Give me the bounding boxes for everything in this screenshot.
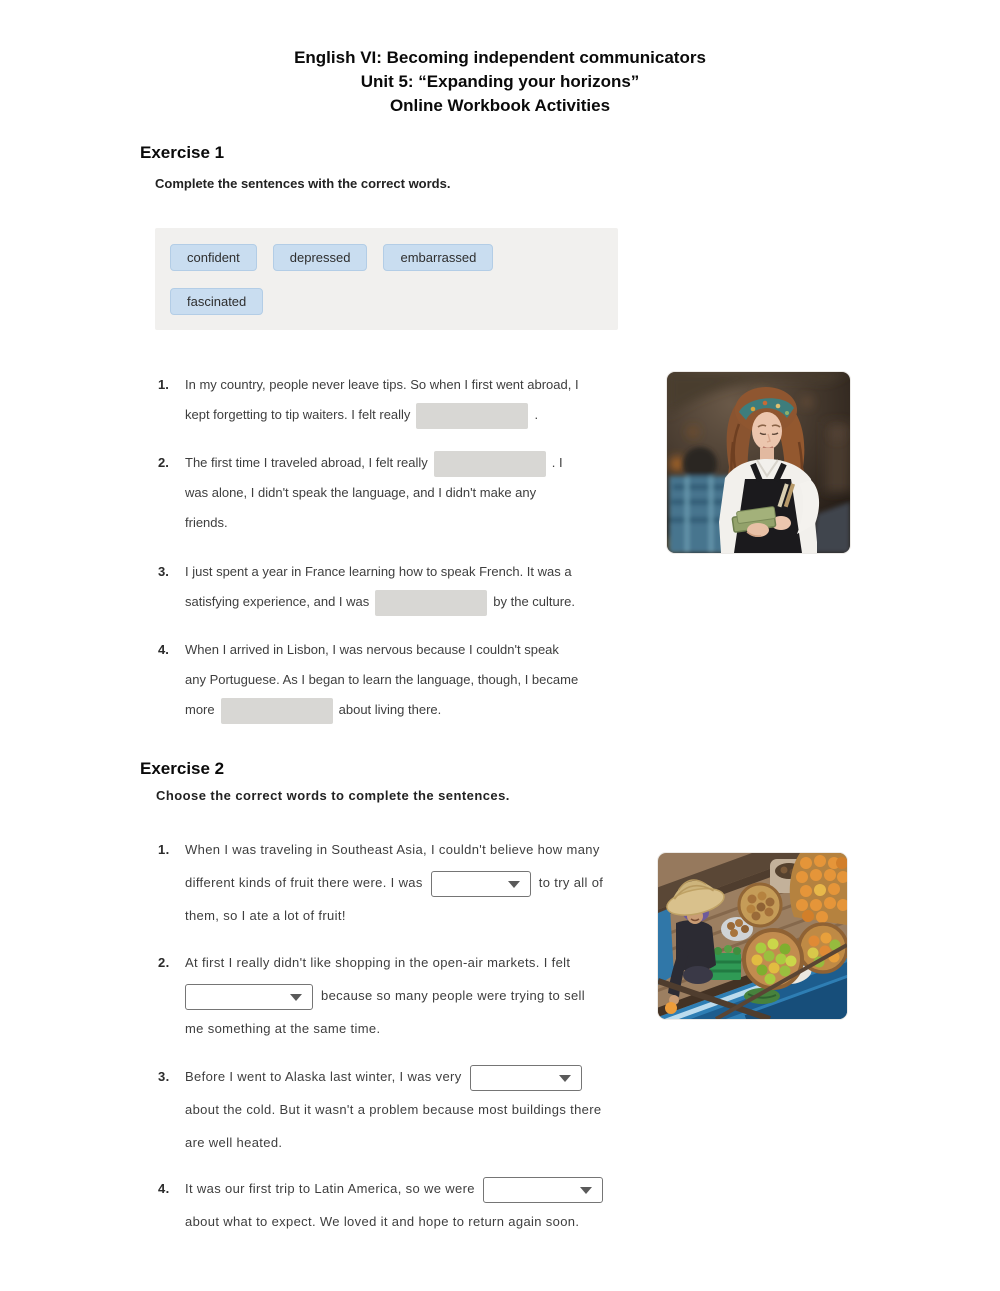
sentence-item	[158, 1060, 602, 1159]
sentence-text	[185, 635, 578, 725]
text-segment: When I was traveling in Southeast Asia, I couldn't believe how many	[185, 842, 600, 857]
sentence-number: 2.	[158, 455, 169, 470]
text-segment: them, so I ate a lot of fruit!	[185, 908, 346, 923]
exercise1-instruction: Complete the sentences with the correct words.	[155, 176, 451, 191]
text-segment: about the cold. But it wasn't a problem because most buildings there	[185, 1102, 602, 1117]
chevron-down-icon	[559, 1075, 571, 1082]
chevron-down-icon	[580, 1187, 592, 1194]
text-segment: to try all of	[538, 875, 604, 890]
text-segment: me something at the same time.	[185, 1021, 381, 1036]
text-segment: was alone, I didn't speak the language, and I didn't make any	[185, 485, 537, 500]
word-bank	[155, 228, 618, 330]
text-segment: because so many people were trying to sell	[321, 988, 586, 1003]
exercise2-heading: Exercise 2	[140, 759, 225, 778]
fill-in-blank-field[interactable]	[434, 451, 546, 477]
sentence-item	[158, 833, 603, 932]
exercise2-instruction: Choose the correct words to complete the sentences.	[156, 788, 510, 803]
text-segment: any Portuguese. As I began to learn the language, though, I became	[185, 672, 579, 687]
sentence-number: 1.	[158, 377, 169, 392]
text-segment: At first I really didn't like shopping in the open-air markets. I felt	[185, 955, 571, 970]
fill-in-blank-field[interactable]	[221, 698, 333, 724]
text-segment: more	[185, 702, 215, 717]
word-bank-chip[interactable]: embarrassed	[383, 244, 493, 271]
waitress-counting-tips-photo	[667, 372, 850, 553]
text-segment: are well heated.	[185, 1135, 283, 1150]
text-segment: about what to expect. We loved it and hope to return again soon.	[185, 1214, 580, 1229]
text-segment: In my country, people never leave tips. So when I first went abroad, I	[185, 377, 579, 392]
exercise1-heading: Exercise 1	[140, 143, 225, 162]
text-segment: The first time I traveled abroad, I felt really	[185, 455, 428, 470]
text-segment: I just spent a year in France learning how to speak French. It was a	[185, 564, 572, 579]
sentence-number: 1.	[158, 842, 170, 857]
text-segment: friends.	[185, 515, 228, 530]
sentence-item	[158, 635, 578, 725]
text-segment: by the culture.	[493, 594, 575, 609]
sentence-number: 2.	[158, 955, 170, 970]
sentence-number: 3.	[158, 1069, 170, 1084]
sentence-number: 3.	[158, 564, 169, 579]
text-segment: Before I went to Alaska last winter, I was very	[185, 1069, 462, 1084]
sentence-number: 4.	[158, 1181, 170, 1196]
chevron-down-icon	[508, 881, 520, 888]
fill-in-blank-field[interactable]	[416, 403, 528, 429]
sentence-text	[185, 1060, 602, 1159]
sentence-text	[185, 833, 603, 932]
fill-in-blank-field[interactable]	[375, 590, 487, 616]
worksheet-subtitle: Online Workbook Activities	[389, 96, 611, 115]
sentence-text	[185, 1172, 611, 1238]
course-title: English VI: Becoming independent communicators	[294, 48, 706, 67]
text-segment: .	[534, 407, 539, 422]
word-bank-chip[interactable]: depressed	[273, 244, 368, 271]
text-segment: about living there.	[338, 702, 442, 717]
sentence-number: 4.	[158, 642, 169, 657]
answer-dropdown[interactable]	[431, 871, 531, 897]
worksheet-header	[0, 46, 1000, 118]
word-bank-chip[interactable]: fascinated	[170, 288, 263, 315]
text-segment: When I arrived in Lisbon, I was nervous because I couldn't speak	[185, 642, 559, 657]
answer-dropdown[interactable]	[185, 984, 313, 1010]
text-segment: kept forgetting to tip waiters. I felt really	[185, 407, 411, 422]
sentence-item	[158, 370, 579, 430]
text-segment: different kinds of fruit there were. I was	[185, 875, 423, 890]
sentence-item	[158, 557, 575, 617]
sentence-text	[185, 557, 575, 617]
sentence-item	[158, 448, 563, 538]
word-bank-chips	[170, 244, 535, 315]
chevron-down-icon	[290, 994, 302, 1001]
answer-dropdown[interactable]	[483, 1177, 603, 1203]
unit-title: Unit 5: “Expanding your horizons”	[360, 72, 640, 91]
floating-market-photo	[658, 853, 847, 1019]
sentence-text	[185, 448, 563, 538]
text-segment: . I	[551, 455, 563, 470]
word-bank-chip[interactable]: confident	[170, 244, 257, 271]
text-segment: satisfying experience, and I was	[185, 594, 370, 609]
sentence-text	[185, 946, 585, 1045]
sentence-item	[158, 1172, 611, 1238]
answer-dropdown[interactable]	[470, 1065, 582, 1091]
sentence-text	[185, 370, 579, 430]
sentence-item	[158, 946, 585, 1045]
text-segment: It was our first trip to Latin America, so we were	[185, 1181, 475, 1196]
